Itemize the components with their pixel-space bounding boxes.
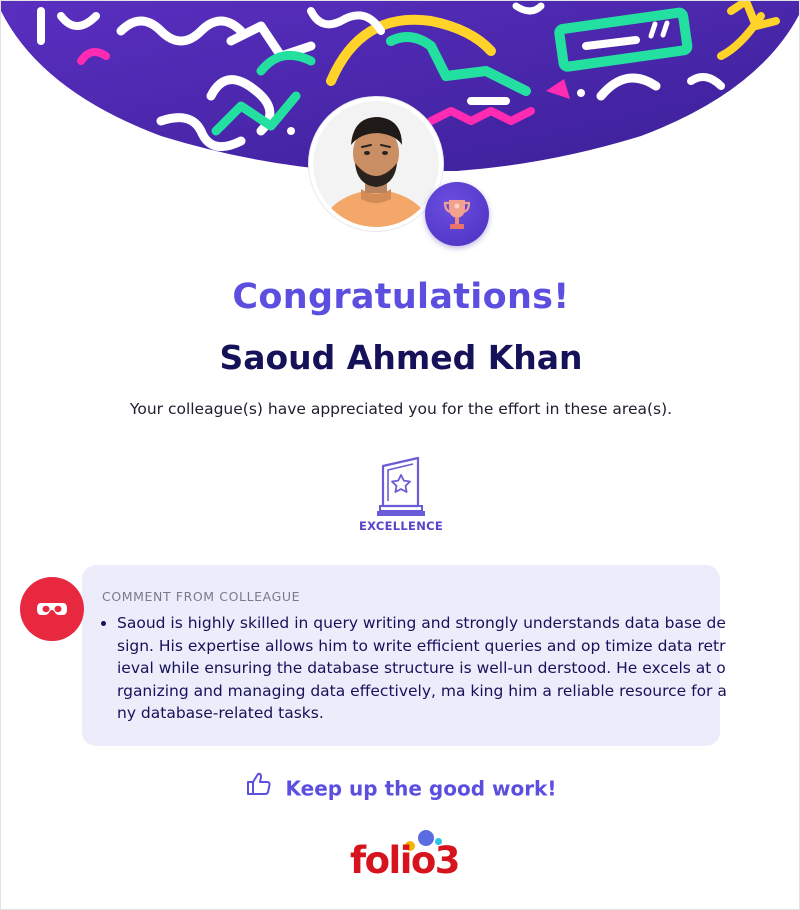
encouragement-message xyxy=(1,774,800,803)
award-trophy-icon xyxy=(374,456,428,518)
thumbs-up-icon xyxy=(246,772,272,801)
recipient-name: Saoud Ahmed Khan xyxy=(219,338,583,377)
encouragement-text: Keep up the good work! xyxy=(285,776,557,801)
logo-text: folio3 xyxy=(350,839,460,882)
colleague-avatar-icon xyxy=(20,577,84,641)
appreciation-message: Your colleague(s) have appreciated you for the effort in these area(s). xyxy=(129,400,673,418)
comment-card xyxy=(82,565,727,746)
company-logo xyxy=(350,829,460,885)
comment-item: • Saoud is highly skilled in query writing and strongly understands data base design. His expertise allows him to write efficient queries and op timize data retrieval while ensuring the database structure is well-un derstood. He excels at organizing and managing data effectively, ma king him a reliable resource for any database-related tasks. xyxy=(117,612,737,725)
recipient-avatar xyxy=(313,101,439,227)
comment-heading: COMMENT FROM COLLEAGUE xyxy=(102,589,301,604)
page-title: Congratulations! xyxy=(232,277,570,317)
award-label: EXCELLENCE xyxy=(358,519,444,533)
trophy-badge-icon xyxy=(425,182,489,246)
comment-list xyxy=(82,612,737,725)
